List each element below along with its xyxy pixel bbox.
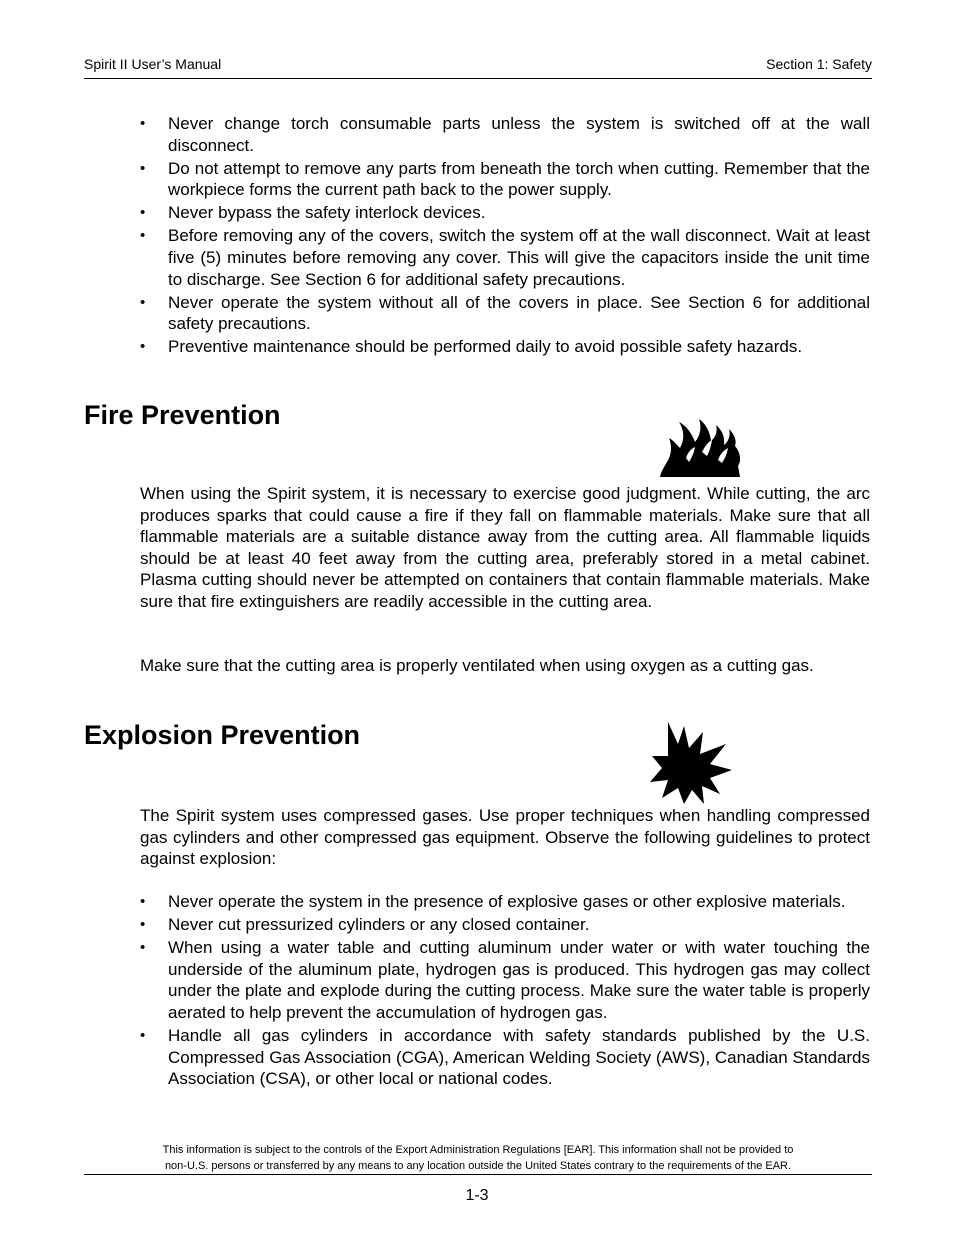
- export-notice-line-1: This information is subject to the controls of the Export Administration Regulations [EAR]. This information shall not be provided to: [162, 1144, 794, 1156]
- list-item: • Never operate the system without all of the covers in place. See Section 6 for additional safety precautions.: [140, 292, 870, 335]
- export-notice: [84, 1143, 872, 1174]
- list-item: • When using a water table and cutting aluminum under water or with water touching the underside of the aluminum plate, hydrogen gas is produced. This hydrogen gas may collect under the plate and explode during the cutting process. Make sure the water table is properly aerated to help prevent the accumulation of hydrogen gas.: [140, 937, 870, 1023]
- list-item: • Preventive maintenance should be performed daily to avoid possible safety hazards.: [140, 336, 870, 358]
- fire-paragraph-1: When using the Spirit system, it is necessary to exercise good judgment. While cutting, the arc produces sparks that could cause a fire if they fall on flammable materials. Make sure that all flammable materials are a suitable distance away from the cutting area. All flammable liquids should be at least 40 feet away from the cutting area, preferably stored in a metal cabinet. Plasma cutting should never be attempted on containers that contain flammable materials. Make sure that fire extinguishers are readily accessible in the cutting area.: [140, 484, 870, 611]
- export-notice-line-2: non-U.S. persons or transferred by any means to any location outside the United States contrary to the requirements of the EAR.: [164, 1159, 792, 1172]
- list-item: • Never cut pressurized cylinders or any closed container.: [140, 914, 870, 936]
- explosion-intro: The Spirit system uses compressed gases. Use proper techniques when handling compressed gas cylinders and other compressed gas equipment. Observe the following guidelines to protect against explosion:: [140, 806, 870, 869]
- header-manual-title: Spirit II User’s Manual: [84, 56, 222, 72]
- footer-rule: [84, 1174, 872, 1175]
- fire-prevention-heading: Fire Prevention: [84, 400, 281, 430]
- fire-paragraph-2: Make sure that the cutting area is properly ventilated when using oxygen as a cutting gas.: [140, 656, 814, 675]
- header-section-title: Section 1: Safety: [766, 56, 872, 72]
- page-number: 1-3: [465, 1187, 489, 1204]
- explosion-prevention-heading: Explosion Prevention: [84, 720, 361, 750]
- list-item: • Never operate the system in the presence of explosive gases or other explosive materials.: [140, 891, 870, 913]
- list-item: • Never change torch consumable parts unless the system is switched off at the wall disconnect.: [140, 113, 870, 156]
- safety-bullet-list: [140, 113, 870, 360]
- list-item: • Handle all gas cylinders in accordance with safety standards published by the U.S. Compressed Gas Association (CGA), American Welding Society (AWS), Canadian Standards Association (CSA), or other local or national codes.: [140, 1025, 870, 1090]
- list-item: • Before removing any of the covers, switch the system off at the wall disconnect. Wait at least five (5) minutes before removing any cover. This will give the capacitors inside the unit time to discharge. See Section 6 for additional safety precautions.: [140, 225, 870, 290]
- page-header: [84, 56, 872, 79]
- fire-icon: [658, 416, 742, 478]
- list-item: • Never bypass the safety interlock devices.: [140, 202, 870, 224]
- explosion-bullet-list: [140, 891, 870, 1091]
- explosion-icon: [648, 722, 734, 804]
- list-item: • Do not attempt to remove any parts from beneath the torch when cutting. Remember that the workpiece forms the current path back to the power supply.: [140, 158, 870, 201]
